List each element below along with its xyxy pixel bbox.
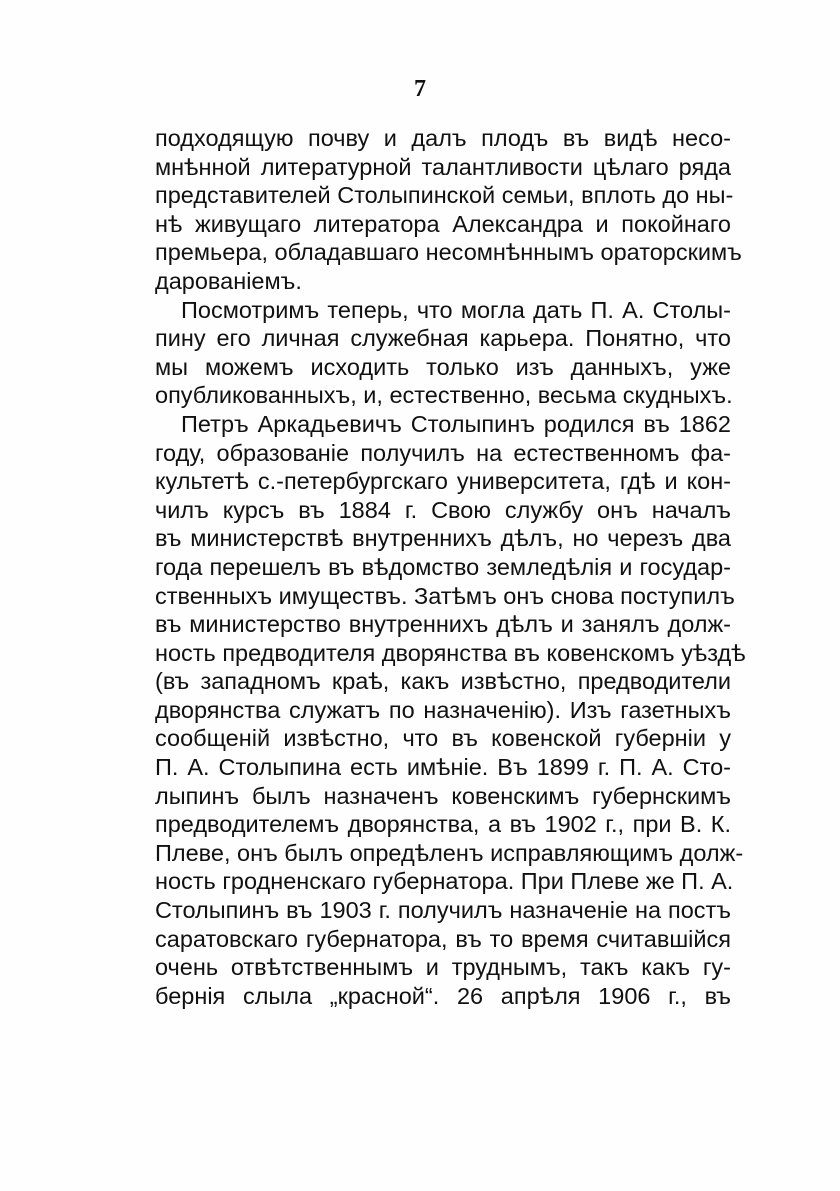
text-line: чилъ курсъ въ 1884 г. Свою службу онъ началъ	[155, 496, 731, 523]
page-number: 7	[414, 76, 426, 102]
text-line: очень отвѣтственнымъ и труднымъ, такъ какъ гу-	[155, 954, 731, 981]
text-line: сообщеній извѣстно, что въ ковенской губерніи у	[155, 725, 731, 752]
text-line: ственныхъ имуществъ. Затѣмъ онъ снова поступилъ	[155, 582, 735, 609]
text-line: ность предводителя дворянства въ ковенскомъ уѣздѣ	[155, 639, 746, 666]
text-line: (въ западномъ краѣ, какъ извѣстно, предводители	[155, 668, 731, 695]
text-line: въ министерство внутреннихъ дѣлъ и занялъ долж-	[155, 611, 731, 638]
text-line: П. А. Столыпина есть имѣніе. Въ 1899 г. П. А. Сто-	[155, 754, 731, 781]
text-line: саратовскаго губернатора, въ то время считавшійся	[155, 925, 731, 952]
text-line: культетѣ с.-петербургскаго университета, гдѣ и кон-	[155, 468, 731, 495]
text-line: бернія слыла „красной“. 26 апрѣля 1906 г., въ	[155, 982, 731, 1009]
text-line: Плеве, онъ былъ опредѣленъ исправляющимъ долж-	[155, 839, 744, 866]
text-line: подходящую почву и далъ плодъ въ видѣ несо-	[155, 125, 731, 151]
text-line: года перешелъ въ вѣдомство земледѣлія и государ-	[155, 553, 731, 580]
text-line: въ министерствѣ внутреннихъ дѣлъ, но черезъ два	[155, 525, 731, 552]
text-line: лыпинъ былъ назначенъ ковенскимъ губернскимъ	[155, 782, 731, 809]
text-line: Столыпинъ въ 1903 г. получилъ назначеніе на постъ	[155, 897, 731, 924]
text-line: дарованіемъ.	[155, 267, 302, 294]
text-line: премьера, обладавшаго несомнѣннымъ ораторскимъ	[155, 239, 742, 266]
text-line: ность гродненскаго губернатора. При Плеве же П. А.	[155, 868, 734, 895]
text-line: предводителемъ дворянства, а въ 1902 г., при В. К.	[155, 811, 731, 838]
text-line: Петръ Аркадьевичъ Столыпинъ родился въ 1862	[181, 410, 731, 437]
text-line: году, образованіе получилъ на естественномъ фа-	[155, 439, 731, 466]
text-line: нѣ живущаго литератора Александра и покойнаго	[155, 210, 731, 237]
text-line: представителей Столыпинской семьи, вплоть до ны-	[155, 182, 734, 209]
body-text	[155, 124, 746, 1010]
text-line: мнѣнной литературной талантливости цѣлаго ряда	[155, 153, 731, 180]
text-line: Посмотримъ теперь, что могла дать П. А. Столы-	[181, 296, 731, 323]
text-line: дворянства служатъ по назначенію). Изъ газетныхъ	[155, 696, 731, 723]
text-line: пину его личная служебная карьера. Понятно, что	[155, 325, 731, 352]
text-line: мы можемъ исходить только изъ данныхъ, уже	[155, 353, 731, 380]
text-line: опубликованныхъ, и, естественно, весьма скудныхъ.	[155, 382, 733, 409]
